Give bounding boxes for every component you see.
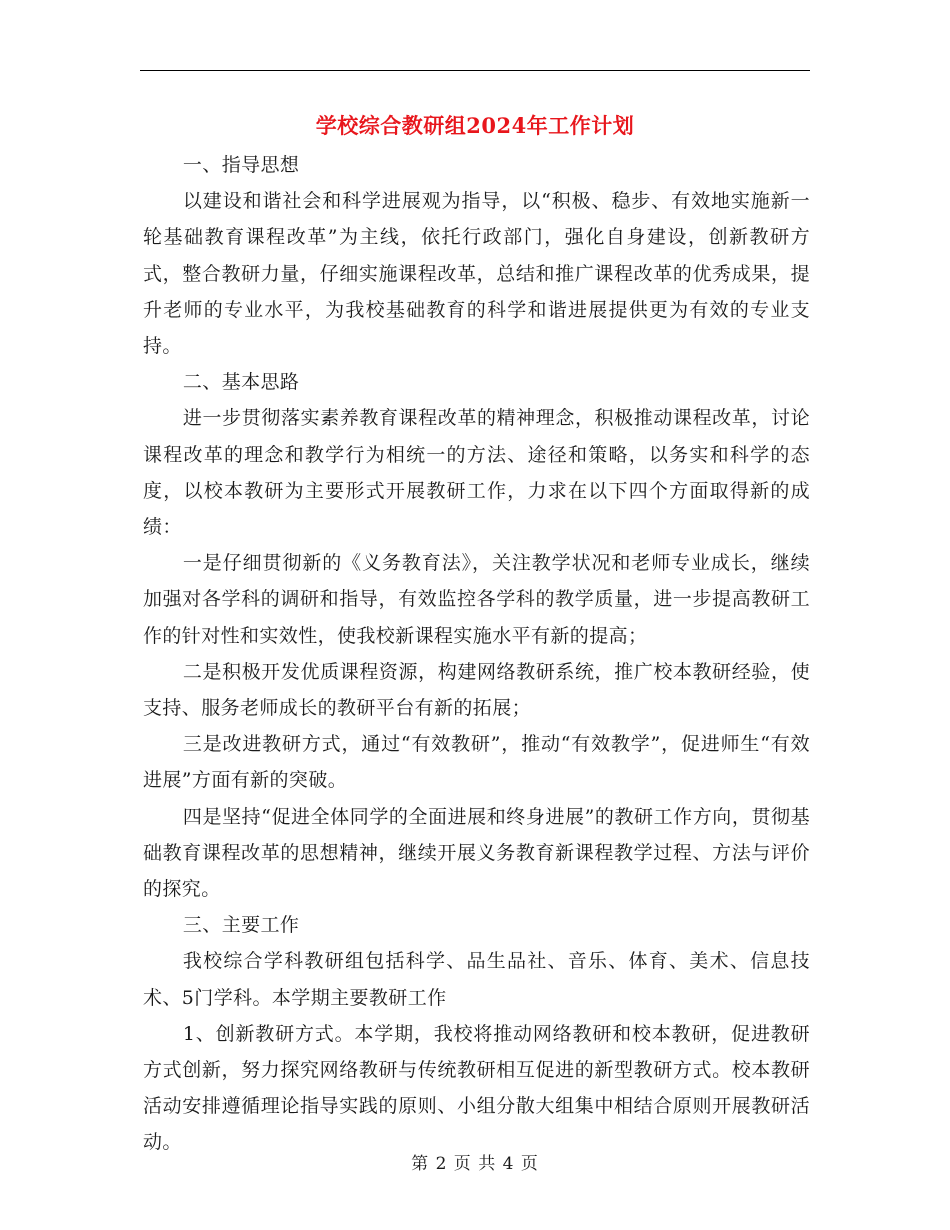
paragraph-goal-three: 三是改进教研方式，通过“有效教研”，推动“有效教学”，促进师生“有效进展”方面有新的突破。 (143, 733, 810, 792)
heading-main-work: 三、主要工作 (182, 914, 300, 937)
paragraph-goal-four: 四是坚持“促进全体同学的全面进展和终身进展”的教研工作方向，贯彻基础教育课程改革的思想精神，继续开展义务教育新课程教学过程、方法与评价的探究。 (143, 805, 810, 901)
paragraph-guiding-ideology: 以建设和谐社会和科学进展观为指导，以“积极、稳步、有效地实施新一轮基础教育课程改革”为主线，依托行政部门，强化自身建设，创新教研方式，整合教研力量，仔细实施课程改革，总结和推广课程改革的优秀成果，提升老师的专业水平，为我校基础教育的科学和谐进展提供更为有效的专业支持。 (143, 190, 810, 358)
paragraph-basic-approach: 进一步贯彻落实素养教育课程改革的精神理念，积极推动课程改革，讨论课程改革的理念和教学行为相统一的方法、途径和策略，以务实和科学的态度，以校本教研为主要形式开展教研工作，力求在以下四个方面取得新的成绩： (143, 407, 810, 539)
paragraph-goal-two: 二是积极开发优质课程资源，构建网络教研系统，推广校本教研经验，使支持、服务老师成长的教研平台有新的拓展； (143, 660, 810, 720)
paragraph-main-work: 我校综合学科教研组包括科学、品生品社、音乐、体育、美术、信息技术、5门学科。本学期主要教研工作 (143, 950, 810, 1009)
paragraph-work-item-one: 1、创新教研方式。本学期，我校将推动网络教研和校本教研，促进教研方式创新，努力探究网络教研与传统教研相互促进的新型教研方式。校本教研活动安排遵循理论指导实践的原则、小组分散大组集中相结合原则开展教研活动。 (143, 1022, 810, 1154)
document-body (143, 147, 810, 1161)
heading-guiding-ideology: 一、指导思想 (182, 154, 300, 176)
document-title: 学校综合教研组2024年工作计划 (315, 113, 635, 138)
header-rule (140, 70, 810, 71)
page-number: 第 2 页 共 4 页 (411, 1154, 539, 1174)
heading-basic-approach: 二、基本思路 (182, 371, 300, 394)
paragraph-goal-one: 一是仔细贯彻新的《义务教育法》，关注教学状况和老师专业成长，继续加强对各学科的调研和指导，有效监控各学科的教学质量，进一步提高教研工作的针对性和实效性，使我校新课程实施水平有新的提高； (143, 552, 810, 647)
